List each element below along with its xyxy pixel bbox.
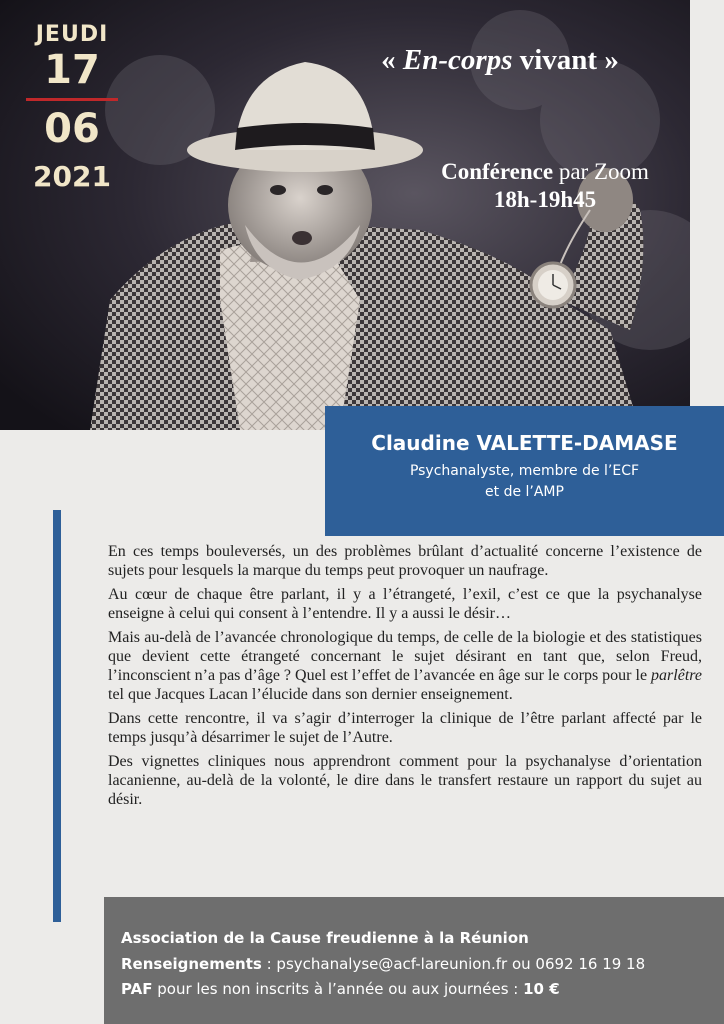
speaker-role-line1: Psychanalyste, membre de l’ECF	[409, 463, 640, 479]
paf-label: PAF	[121, 980, 153, 998]
association-name: Association de la Cause freudienne à la Réunion	[121, 929, 529, 947]
title-emphasis: En-corps	[402, 44, 513, 76]
info-contact[interactable]: : psychanalyse@acf-lareunion.fr ou 0692 16 19 18	[261, 955, 646, 973]
speaker-name: Claudine VALETTE-DAMASE	[371, 431, 678, 455]
title-open-quote: «	[381, 44, 396, 76]
title-rest: vivant	[519, 44, 598, 76]
date-year: 2021	[33, 160, 111, 193]
date-divider	[26, 98, 118, 101]
footer	[104, 897, 724, 1024]
event-date	[22, 22, 122, 193]
conference-label: Conférence	[441, 159, 554, 184]
event-title	[330, 44, 670, 77]
paragraph-3: Mais au-delà de l’avancée chronologique du temps, de celle de la biologie et des statistiques que devient cette étrangeté concernant le sujet désirant en tant que, selon Freud, l’inconscient n’a pas d’âge ? Quel est l’effet de l’avancée en âge sur le corps pour le parlêtre tel que Jacques Lacan l’élucide dans son dernier enseignement.	[108, 629, 702, 703]
conference-time: 18h-19h45	[493, 187, 597, 212]
paragraph-2: Au cœur de chaque être parlant, il y a l’étrangeté, l’exil, c’est ce que la psychanalyse enseigne à celui qui consent à l’entendre. Il y a aussi le désir…	[108, 586, 702, 622]
paf-price: 10 €	[523, 980, 560, 998]
date-day-number: 17	[44, 47, 100, 93]
speaker-box	[325, 406, 724, 536]
conference-via: par Zoom	[558, 159, 649, 184]
date-weekday: JEUDI	[35, 22, 109, 47]
conference-info	[400, 158, 690, 214]
date-month-number: 06	[44, 106, 100, 152]
speaker-role-line2: et de l’AMP	[485, 484, 564, 500]
abstract-text	[108, 542, 702, 814]
accent-bar	[53, 510, 61, 922]
info-label: Renseignements	[121, 955, 262, 973]
paf-text: pour les non inscrits à l’année ou aux journées :	[152, 980, 524, 998]
paragraph-4: Dans cette rencontre, il va s’agir d’interroger la clinique de l’être parlant affecté par le temps jusqu’à désarrimer le sujet de l’Autre.	[108, 710, 702, 746]
term-parletre: parlêtre	[651, 667, 702, 684]
paragraph-5: Des vignettes cliniques nous apprendront comment pour la psychanalyse d’orientation lacanienne, au-delà de la volonté, le dire dans le transfert restaure un rapport du sujet au désir.	[108, 753, 702, 808]
title-close-quote: »	[604, 44, 619, 76]
paragraph-1: En ces temps bouleversés, un des problèmes brûlant d’actualité concerne l’existence de sujets pour lesquels la marque du temps peut provoquer un naufrage.	[108, 543, 702, 579]
